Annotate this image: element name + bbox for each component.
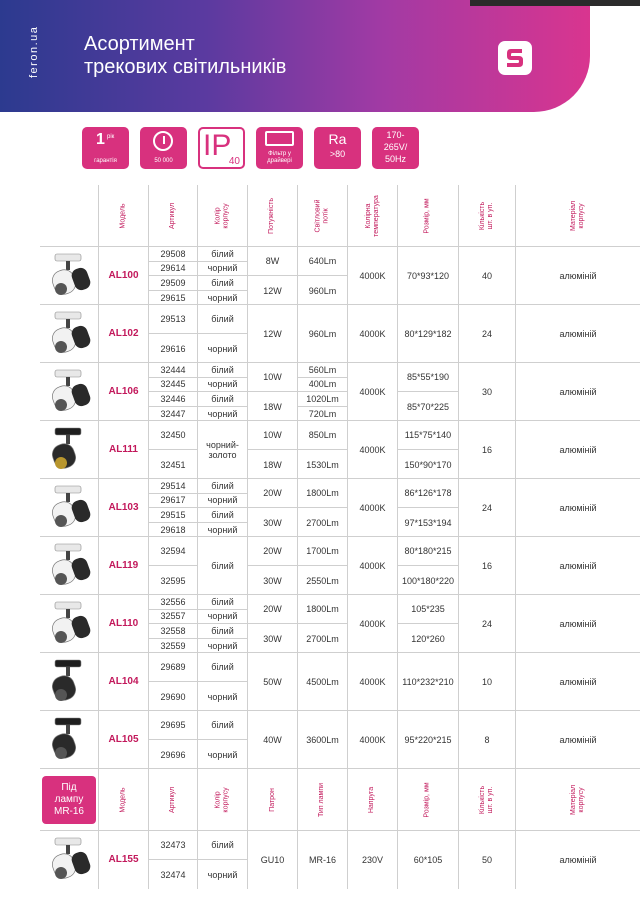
size-mm: 80*180*215 bbox=[397, 537, 458, 566]
body-color: білий bbox=[197, 595, 247, 610]
track-light-image bbox=[43, 250, 95, 302]
model-name: AL104 bbox=[98, 653, 148, 711]
header-label: Колірна температура bbox=[364, 195, 380, 237]
header-label: Патрон bbox=[268, 788, 276, 812]
track-light-image bbox=[43, 656, 95, 708]
model-name: AL155 bbox=[98, 831, 148, 889]
mr16-product-row bbox=[40, 831, 640, 889]
luminous-flux: 1700Lm bbox=[297, 537, 347, 566]
header-cell bbox=[297, 769, 347, 831]
product-image-cell bbox=[40, 363, 98, 421]
luminous-flux: 2700Lm bbox=[297, 624, 347, 653]
body-color: чорний bbox=[197, 334, 247, 363]
header-cell bbox=[458, 185, 515, 247]
header-cell bbox=[197, 769, 247, 831]
body-material: алюміній bbox=[515, 305, 640, 363]
product-image-cell bbox=[40, 537, 98, 595]
lamp-type: MR-16 bbox=[297, 831, 347, 889]
product-table bbox=[40, 185, 640, 889]
article-number: 29618 bbox=[148, 523, 197, 538]
power-value: 30W bbox=[247, 624, 297, 653]
track-light-image bbox=[43, 424, 95, 476]
product-row bbox=[40, 363, 640, 421]
body-color: білий bbox=[197, 537, 247, 595]
header-cell bbox=[98, 769, 148, 831]
body-color: білий bbox=[197, 247, 247, 262]
model-name: AL111 bbox=[98, 421, 148, 479]
power-value: 40W bbox=[247, 711, 297, 769]
body-material: алюміній bbox=[515, 363, 640, 421]
track-light-image bbox=[43, 834, 95, 886]
header-cell bbox=[197, 185, 247, 247]
page-header bbox=[0, 0, 640, 112]
header-label: Напруга bbox=[368, 786, 376, 814]
body-color: чорний bbox=[197, 860, 247, 889]
color-temperature: 4000K bbox=[347, 363, 397, 421]
luminous-flux: 960Lm bbox=[297, 276, 347, 305]
header-label: Кількість шт. в уп. bbox=[479, 785, 494, 815]
header-label: Матеріал корпусу bbox=[569, 200, 585, 232]
article-number: 29509 bbox=[148, 276, 197, 291]
article-number: 29614 bbox=[148, 262, 197, 277]
body-material: алюміній bbox=[515, 653, 640, 711]
size-mm: 85*55*190 bbox=[397, 363, 458, 392]
header-cell bbox=[347, 769, 397, 831]
body-color: чорний bbox=[197, 682, 247, 711]
model-name: AL119 bbox=[98, 537, 148, 595]
product-row bbox=[40, 537, 640, 595]
size-mm: 95*220*215 bbox=[397, 711, 458, 769]
power-value: 50W bbox=[247, 653, 297, 711]
header-label: Артикул bbox=[168, 786, 176, 814]
header-cell bbox=[148, 769, 197, 831]
ip40-icon bbox=[198, 127, 245, 169]
power-value: 12W bbox=[247, 305, 297, 363]
header-cell bbox=[148, 185, 197, 247]
product-image-cell bbox=[40, 595, 98, 653]
header-cell bbox=[397, 769, 458, 831]
product-row bbox=[40, 305, 640, 363]
header-cell bbox=[247, 185, 297, 247]
power-value: 30W bbox=[247, 566, 297, 595]
voltage: 230V bbox=[347, 831, 397, 889]
luminous-flux: 850Lm bbox=[297, 421, 347, 450]
title-line-2: трекових світильників bbox=[84, 56, 287, 78]
power-value: 8W bbox=[247, 247, 297, 276]
body-color: білий bbox=[197, 624, 247, 639]
header-label: Колір корпусу bbox=[214, 787, 230, 813]
header-label: Модель bbox=[119, 203, 127, 229]
body-material: алюміній bbox=[515, 831, 640, 889]
size-mm: 80*129*182 bbox=[397, 305, 458, 363]
header-label: Артикул bbox=[168, 202, 176, 230]
color-temperature: 4000K bbox=[347, 711, 397, 769]
pack-quantity: 24 bbox=[458, 305, 515, 363]
article-number: 29616 bbox=[148, 334, 197, 363]
track-light-image bbox=[43, 366, 95, 418]
header-top-strip bbox=[470, 0, 640, 6]
article-number: 32557 bbox=[148, 610, 197, 625]
body-color: чорний bbox=[197, 740, 247, 769]
ip-rating-number: 40 bbox=[228, 156, 240, 167]
ra-label: Ra bbox=[328, 131, 347, 147]
socket-type: GU10 bbox=[247, 831, 297, 889]
pack-quantity: 16 bbox=[458, 421, 515, 479]
clock-icon bbox=[140, 127, 187, 169]
pack-quantity: 8 bbox=[458, 711, 515, 769]
article-number: 29617 bbox=[148, 494, 197, 509]
track-light-image bbox=[43, 482, 95, 534]
luminous-flux: 1800Lm bbox=[297, 595, 347, 624]
body-material: алюміній bbox=[515, 711, 640, 769]
warranty-year-number: 1 bbox=[96, 131, 105, 148]
header-label: Потужність bbox=[268, 197, 276, 235]
power-value: 20W bbox=[247, 479, 297, 508]
feature-caption: гарантія bbox=[94, 158, 117, 164]
article-number: 32558 bbox=[148, 624, 197, 639]
color-temperature: 4000K bbox=[347, 247, 397, 305]
size-mm: 105*235 bbox=[397, 595, 458, 624]
size-mm: 70*93*120 bbox=[397, 247, 458, 305]
power-value: 20W bbox=[247, 595, 297, 624]
voltage-icon bbox=[372, 127, 419, 169]
header-cell bbox=[347, 185, 397, 247]
header-cell bbox=[98, 185, 148, 247]
luminous-flux: 3600Lm bbox=[297, 711, 347, 769]
body-material: алюміній bbox=[515, 479, 640, 537]
body-color: білий bbox=[197, 831, 247, 860]
body-color: чорний bbox=[197, 407, 247, 422]
article-number: 29695 bbox=[148, 711, 197, 740]
color-temperature: 4000K bbox=[347, 305, 397, 363]
header-label: Кількість шт. в уп. bbox=[479, 201, 494, 231]
product-image-cell bbox=[40, 479, 98, 537]
model-name: AL105 bbox=[98, 711, 148, 769]
luminous-flux: 2550Lm bbox=[297, 566, 347, 595]
header-label: Модель bbox=[119, 787, 127, 813]
luminous-flux: 1530Lm bbox=[297, 450, 347, 479]
body-color: чорний bbox=[197, 291, 247, 306]
power-value: 20W bbox=[247, 537, 297, 566]
body-color: білий bbox=[197, 276, 247, 291]
article-number: 32445 bbox=[148, 378, 197, 393]
model-name: AL106 bbox=[98, 363, 148, 421]
product-image-cell bbox=[40, 711, 98, 769]
luminous-flux: 4500Lm bbox=[297, 653, 347, 711]
article-number: 29515 bbox=[148, 508, 197, 523]
body-material: алюміній bbox=[515, 421, 640, 479]
warranty-icon bbox=[82, 127, 129, 169]
size-mm: 115*75*140 bbox=[397, 421, 458, 450]
site-url: feron.ua bbox=[28, 25, 40, 78]
article-number: 32444 bbox=[148, 363, 197, 378]
size-mm: 86*126*178 bbox=[397, 479, 458, 508]
pack-quantity: 40 bbox=[458, 247, 515, 305]
power-value: 18W bbox=[247, 392, 297, 421]
model-name: AL110 bbox=[98, 595, 148, 653]
body-color: білий bbox=[197, 363, 247, 378]
size-mm: 97*153*194 bbox=[397, 508, 458, 537]
color-temperature: 4000K bbox=[347, 595, 397, 653]
ra-icon bbox=[314, 127, 361, 169]
product-row bbox=[40, 479, 640, 537]
product-image-cell bbox=[40, 247, 98, 305]
body-color: білий bbox=[197, 305, 247, 334]
article-number: 32594 bbox=[148, 537, 197, 566]
luminous-flux: 400Lm bbox=[297, 378, 347, 393]
ra-value: >80 bbox=[329, 149, 346, 159]
color-temperature: 4000K bbox=[347, 421, 397, 479]
product-row bbox=[40, 421, 640, 479]
body-color: чорний bbox=[197, 610, 247, 625]
body-color: білий bbox=[197, 392, 247, 407]
track-light-image bbox=[43, 308, 95, 360]
body-color: чорний bbox=[197, 523, 247, 538]
track-light-image bbox=[43, 598, 95, 650]
header-label: Світловий потік bbox=[314, 199, 330, 233]
body-material: алюміній bbox=[515, 595, 640, 653]
luminous-flux: 640Lm bbox=[297, 247, 347, 276]
article-number: 29508 bbox=[148, 247, 197, 262]
body-material: алюміній bbox=[515, 537, 640, 595]
mr16-header-row bbox=[40, 769, 640, 831]
luminous-flux: 560Lm bbox=[297, 363, 347, 378]
clock-glyph bbox=[153, 131, 173, 151]
size-mm: 110*232*210 bbox=[397, 653, 458, 711]
body-color: білий bbox=[197, 653, 247, 682]
product-row bbox=[40, 595, 640, 653]
power-value: 10W bbox=[247, 363, 297, 392]
luminous-flux: 1020Lm bbox=[297, 392, 347, 407]
title-line-1: Асортимент bbox=[84, 33, 195, 55]
voltage-value: 170- 265V/ 50Hz bbox=[383, 130, 408, 164]
feature-caption: Фільтр у драйвері bbox=[267, 151, 292, 164]
article-number: 32451 bbox=[148, 450, 197, 479]
power-value: 10W bbox=[247, 421, 297, 450]
luminous-flux: 1800Lm bbox=[297, 479, 347, 508]
body-color: чорний bbox=[197, 639, 247, 654]
product-row bbox=[40, 653, 640, 711]
product-row bbox=[40, 247, 640, 305]
article-number: 32474 bbox=[148, 860, 197, 889]
luminous-flux: 960Lm bbox=[297, 305, 347, 363]
pack-quantity: 30 bbox=[458, 363, 515, 421]
article-number: 32595 bbox=[148, 566, 197, 595]
product-row bbox=[40, 711, 640, 769]
article-number: 29615 bbox=[148, 291, 197, 306]
feature-caption: 50 000 bbox=[154, 158, 173, 164]
size-mm: 100*180*220 bbox=[397, 566, 458, 595]
article-number: 29690 bbox=[148, 682, 197, 711]
track-light-image bbox=[43, 540, 95, 592]
driver-filter-icon bbox=[256, 127, 303, 169]
article-number: 29689 bbox=[148, 653, 197, 682]
size-mm: 60*105 bbox=[397, 831, 458, 889]
driver-glyph bbox=[265, 131, 294, 146]
header-cell bbox=[458, 769, 515, 831]
body-color: білий bbox=[197, 508, 247, 523]
warranty-year-unit: рік bbox=[107, 134, 115, 140]
header-label: Розмір, мм bbox=[423, 198, 431, 234]
product-image-cell bbox=[40, 305, 98, 363]
power-value: 18W bbox=[247, 450, 297, 479]
header-cell bbox=[515, 769, 640, 831]
article-number: 29514 bbox=[148, 479, 197, 494]
pack-quantity: 24 bbox=[458, 479, 515, 537]
product-image-cell bbox=[40, 653, 98, 711]
size-mm: 120*260 bbox=[397, 624, 458, 653]
article-number: 32473 bbox=[148, 831, 197, 860]
power-value: 30W bbox=[247, 508, 297, 537]
clock-hand bbox=[163, 136, 165, 144]
luminous-flux: 720Lm bbox=[297, 407, 347, 422]
color-temperature: 4000K bbox=[347, 653, 397, 711]
header-cell bbox=[247, 769, 297, 831]
article-number: 32559 bbox=[148, 639, 197, 654]
mr16-badge: Під лампу MR-16 bbox=[42, 776, 96, 824]
product-image-cell bbox=[40, 831, 98, 889]
body-color: білий bbox=[197, 711, 247, 740]
article-number: 29696 bbox=[148, 740, 197, 769]
article-number: 32556 bbox=[148, 595, 197, 610]
model-name: AL103 bbox=[98, 479, 148, 537]
pack-quantity: 24 bbox=[458, 595, 515, 653]
header-label: Колір корпусу bbox=[214, 203, 230, 229]
pack-quantity: 50 bbox=[458, 831, 515, 889]
body-color: чорний- золото bbox=[197, 421, 247, 479]
article-number: 32450 bbox=[148, 421, 197, 450]
body-material: алюміній bbox=[515, 247, 640, 305]
header-label: Розмір, мм bbox=[423, 782, 431, 818]
header-cell bbox=[397, 185, 458, 247]
track-light-image bbox=[43, 714, 95, 766]
table-header-row bbox=[40, 185, 640, 247]
article-number: 32446 bbox=[148, 392, 197, 407]
header-label: Тип лампи bbox=[318, 782, 326, 818]
body-color: чорний bbox=[197, 262, 247, 277]
model-name: AL100 bbox=[98, 247, 148, 305]
body-color: чорний bbox=[197, 494, 247, 509]
header-cell bbox=[515, 185, 640, 247]
size-mm: 85*70*225 bbox=[397, 392, 458, 421]
luminous-flux: 2700Lm bbox=[297, 508, 347, 537]
article-number: 32447 bbox=[148, 407, 197, 422]
pack-quantity: 10 bbox=[458, 653, 515, 711]
ip-rating-letters: IP bbox=[203, 129, 232, 162]
color-temperature: 4000K bbox=[347, 537, 397, 595]
power-value: 12W bbox=[247, 276, 297, 305]
pack-quantity: 16 bbox=[458, 537, 515, 595]
feron-logo-icon bbox=[498, 41, 532, 75]
page-title bbox=[84, 33, 286, 79]
header-label: Матеріал корпусу bbox=[569, 784, 585, 816]
model-name: AL102 bbox=[98, 305, 148, 363]
product-image-cell bbox=[40, 421, 98, 479]
body-color: чорний bbox=[197, 378, 247, 393]
body-color: білий bbox=[197, 479, 247, 494]
header-cell bbox=[297, 185, 347, 247]
size-mm: 150*90*170 bbox=[397, 450, 458, 479]
article-number: 29513 bbox=[148, 305, 197, 334]
color-temperature: 4000K bbox=[347, 479, 397, 537]
